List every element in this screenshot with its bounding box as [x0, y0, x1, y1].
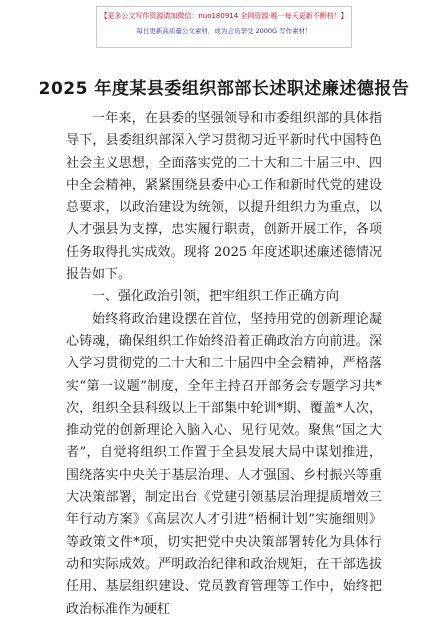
- section-heading: 一、强化政治引领，把牢组织工作正确方向: [92, 289, 340, 305]
- section-paragraph: 始终将政治建设摆在首位，坚持用党的创新理论凝心铸魂，确保组织工作始终沿着正确政治方向前进。深入学习贯彻党的二十大和二十届四中全会精神，严格落实“第一议题”制度，全年主持召开部务会专题学习共*次，组织全县科级以上干部集中轮训*期、覆盖*人次，推动党的创新理论入脑入心、见行见效。聚焦“国之大者”，自觉将组织工作置于全县发展大局中谋划推进，围绕落实中央关于基层治理、人才强国、乡村振兴等重大决策部署，制定出台《党建引领基层治理提质增效三年行动方案》《高层次人才引进“梧桐计划”实施细则》等政策文件*项，切实把党中央决策部署转化为具体行动和实际成效。严明政治纪律和政治规矩，在干部选拔任用、基层组织建设、党员教育管理等工作中，始终把政治标准作为硬杠: [66, 311, 382, 617]
- promo-banner-line-1: 【更多公文写作资源请加微信：nuo180914 全网资源·唯一每天更新不断档！】: [100, 12, 348, 20]
- document-body: [66, 108, 382, 621]
- document-title: 2025 年度某县委组织部部长述职述廉述德报告: [38, 79, 410, 99]
- promo-banner: [96, 6, 352, 48]
- intro-paragraph: 一年来，在县委的坚强领导和市委组织部的具体指导下，县委组织部深入学习贯彻习近平新时代中国特色社会主义思想，全面落实党的二十大和二十届三中、四中全会精神，紧紧围绕县委中心工作和新时代党的建设总要求，以政治建设为统领，以提升组织力为重点，以人才强县为支撑，忠实履行职责，创新开展工作，各项任务取得扎实成效。现将 2025 年度述职述廉述德情况报告如下。: [66, 111, 382, 283]
- promo-banner-line-2: 每日更新高质量公文素材，成为会员享受 2000G 写作素材！: [136, 27, 312, 35]
